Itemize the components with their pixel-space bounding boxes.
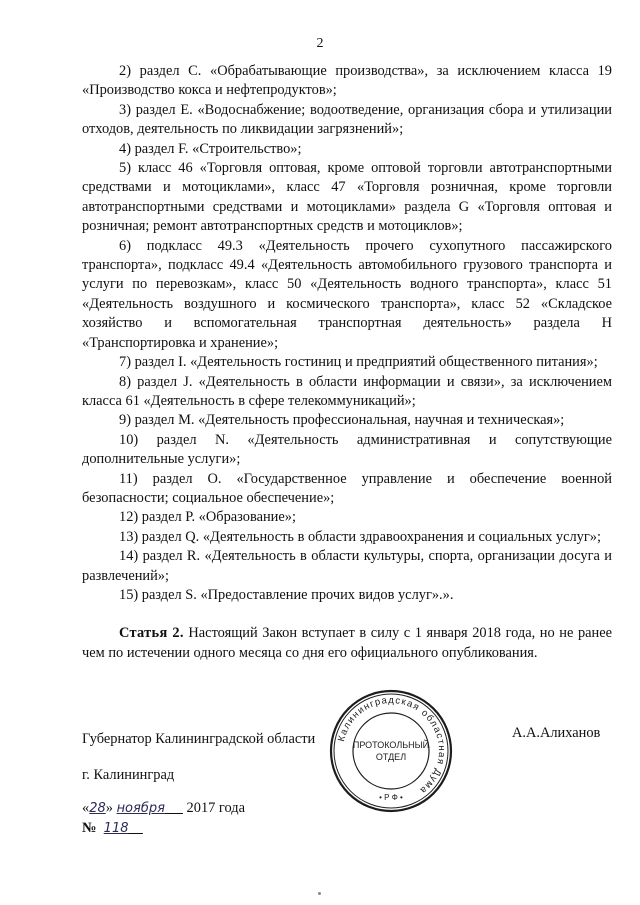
list-item: 2) раздел С. «Обрабатывающие производства», за исключением класса 19 «Производство кокса и нефтепродуктов»; xyxy=(82,63,612,99)
list-item: 8) раздел J. «Деятельность в области информации и связи», за исключением класса 61 «Деятельность в сфере телекоммуникаций»; xyxy=(82,373,612,409)
number-sign: № xyxy=(82,820,97,836)
list-item: 12) раздел Р. «Образование»; xyxy=(119,509,296,526)
official-stamp xyxy=(328,688,454,814)
stamp-center-line2: ОТДЕЛ xyxy=(375,752,407,762)
stamp-bottom-text: • Р Ф • xyxy=(379,793,403,802)
date-close-quote: » xyxy=(105,800,113,816)
list-item: 7) раздел I. «Деятельность гостиниц и предприятий общественного питания»; xyxy=(119,354,598,371)
page-number: 2 xyxy=(316,36,324,51)
date-open-quote: « xyxy=(82,800,90,816)
article-heading: Статья 2. xyxy=(119,625,184,642)
list-item: 6) подкласс 49.3 «Деятельность прочего сухопутного пассажирского транспорта», подкласс 49.4 «Деятельность автомобильного грузового транспорта и услуги по перевозкам», класс 50 «Деятельность водного транспорта», класс 51 «Деятельность воздушного и космического транспорта», класс 52 «Складское хозяйство и вспомогательная транспортная деятельность» раздела Н «Транспортировка и хранение»; xyxy=(82,237,612,351)
article-paragraph xyxy=(82,624,612,663)
list-item: 5) класс 46 «Торговля оптовая, кроме оптовой торговли автотранспортными средствами и мотоциклами», класс 47 «Торговля розничная, кроме торговли автотранспортными средствами и мотоциклами» раздела G «Торговля оптовая и розничная; ремонт автотранспортных средств и мотоциклов»; xyxy=(82,160,612,235)
list-item: 4) раздел F. «Строительство»; xyxy=(119,140,302,157)
list-item: 11) раздел О. «Государственное управление и обеспечение военной безопасности; социальное обеспечение»; xyxy=(82,470,612,506)
date-year: 2017 года xyxy=(186,800,245,816)
list-item: 9) раздел М. «Деятельность профессиональная, научная и техническая»; xyxy=(119,412,565,429)
city-line: г. Калининград xyxy=(82,767,175,783)
date-day: 28 xyxy=(89,801,106,816)
list-item: 14) раздел R. «Деятельность в области культуры, спорта, организации досуга и развлечений»; xyxy=(82,548,612,584)
article-text: Настоящий Закон вступает в силу с 1 января 2018 года, но не ранее чем по истечении одного месяца со дня его официального опубликования. xyxy=(82,625,613,661)
document-number: 118 xyxy=(103,821,129,836)
document-number-line xyxy=(82,820,143,837)
list-item: 15) раздел S. «Предоставление прочих видов услуг».». xyxy=(119,586,454,603)
list-item: 10) раздел N. «Деятельность административная и сопутствующие дополнительные услуги»; xyxy=(82,431,612,468)
scan-speck xyxy=(318,892,321,895)
date-month: ноября xyxy=(116,801,165,816)
stamp-ring-text: Калининградская областная Дума xyxy=(335,694,448,797)
stamp-center-line1: ПРОТОКОЛЬНЫЙ xyxy=(352,740,430,750)
list-item: 13) раздел Q. «Деятельность в области здравоохранения и социальных услуг»; xyxy=(119,528,601,545)
list-item: 3) раздел Е. «Водоснабжение; водоотведение, организация сбора и утилизации отходов, деятельность по ликвидации загрязнений»; xyxy=(82,101,612,138)
signatory-name: А.А.Алиханов xyxy=(512,725,601,741)
law-text-body xyxy=(82,62,612,663)
date-line xyxy=(82,800,245,817)
signatory-title: Губернатор Калининградской области xyxy=(82,731,316,747)
